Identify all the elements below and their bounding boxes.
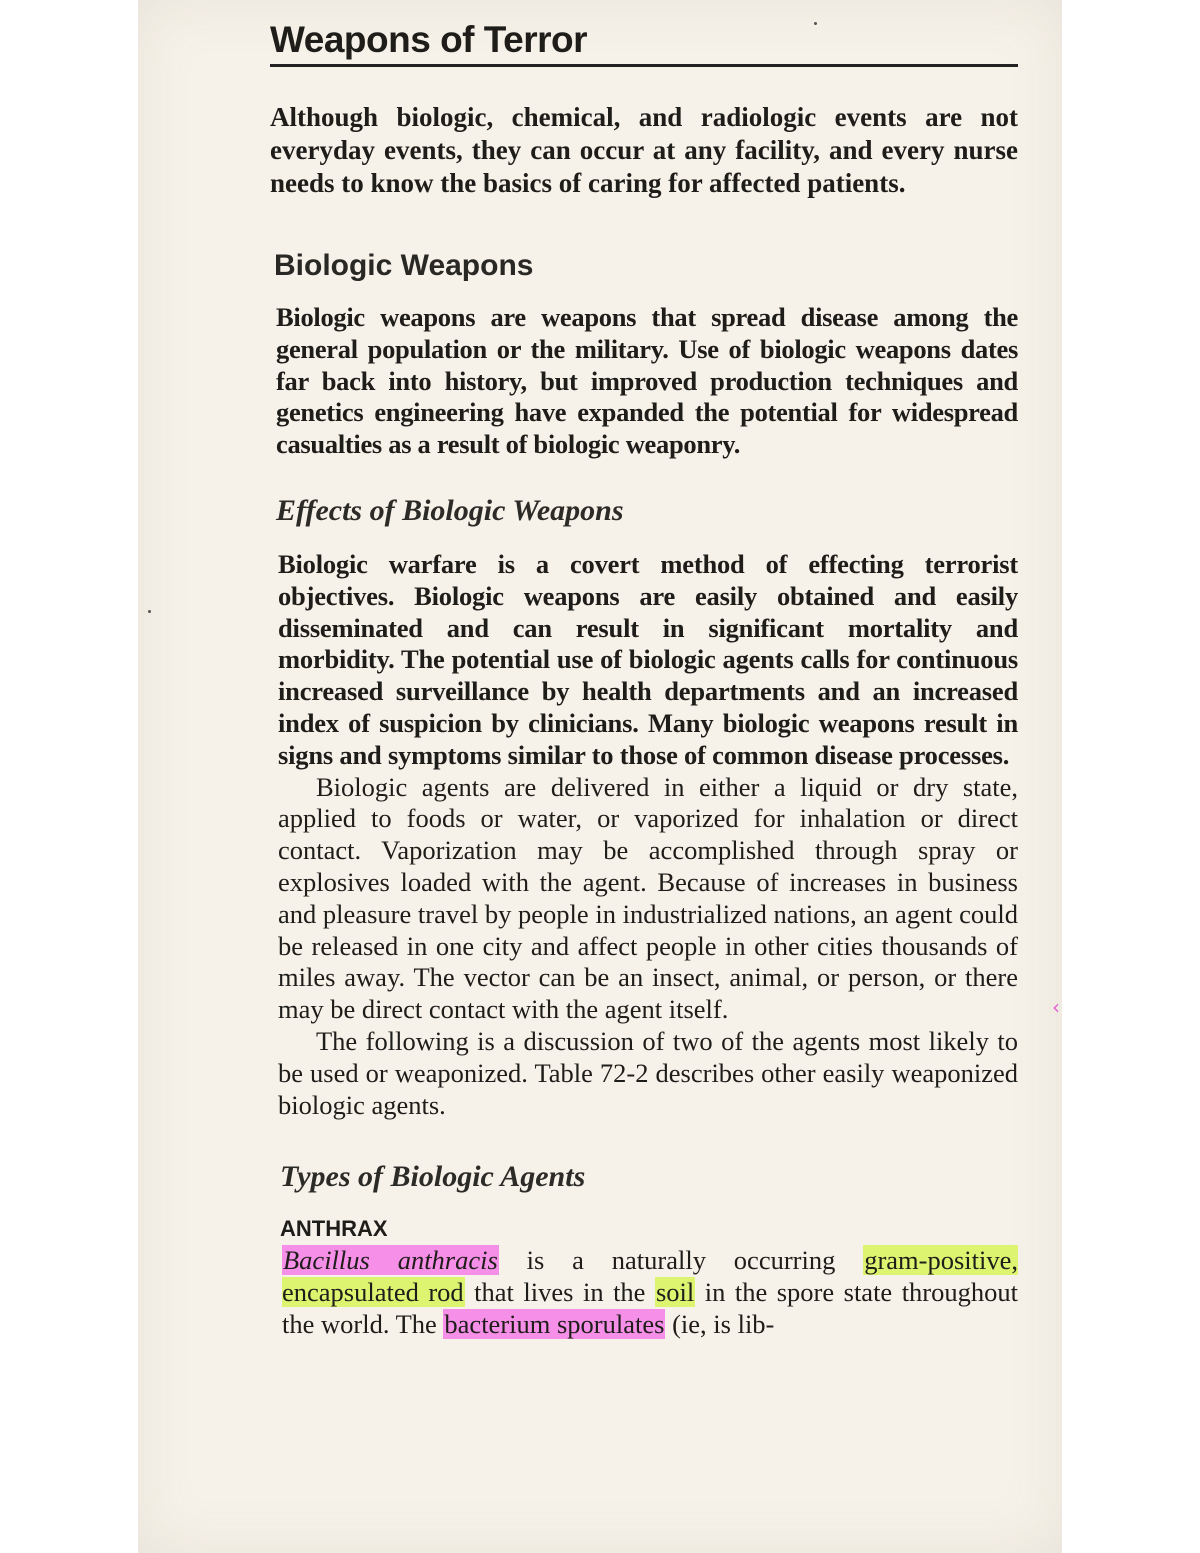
margin-highlight-mark: ‹ <box>1052 995 1060 1019</box>
intro-paragraph: Although biologic, chemical, and radiologic events are not everyday events, they can occur at any facility, and every nurse needs to know the basics of caring for affected patients. <box>270 102 1018 198</box>
anthrax-heading: ANTHRAX <box>280 1216 388 1242</box>
text-segment: (ie, is lib- <box>665 1308 775 1339</box>
anthrax-paragraph <box>282 1245 1018 1340</box>
text-segment: is a naturally occurring <box>498 1245 864 1276</box>
biologic-weapons-paragraph: Biologic weapons are weapons that spread disease among the general population or the military. Use of biologic weapons dates far back into history, but improved production techniques and genetics engineering have expanded the potential for widespread casualties as a result of biologic weaponry. <box>276 302 1018 460</box>
highlight-yellow: gram-positive, encapsulated rod <box>282 1245 1018 1308</box>
speck <box>148 610 151 613</box>
text-segment: that lives in the <box>464 1277 655 1308</box>
section-heading-biologic-weapons: Biologic Weapons <box>274 249 534 282</box>
effects-paragraph-3: The following is a discussion of two of the agents most likely to be used or weaponized. Table 72-2 describes other easily weaponized biologic agents. <box>278 1025 1018 1120</box>
subheading-effects: Effects of Biologic Weapons <box>276 493 624 527</box>
highlight-pink: bacterium sporulates <box>444 1308 665 1339</box>
highlight-yellow: soil <box>655 1277 695 1308</box>
effects-paragraph-2: Biologic agents are delivered in either a liquid or dry state, applied to foods or water, or vaporized for inhalation or direct contact. Vaporization may be accomplished through spray or explosives loaded with the agent. Because of increases in business and pleasure travel by people in industrialized nations, an agent could be released in one city and affect people in other cities thousands of miles away. The vector can be an insect, animal, or person, or there may be direct contact with the agent itself. <box>278 771 1018 1025</box>
title-rule <box>270 64 1018 67</box>
textbook-page <box>270 18 1018 1341</box>
highlight-pink: Bacillus anthracis <box>283 1245 498 1276</box>
effects-paragraph-1: Biologic warfare is a covert method of effecting terrorist objectives. Biologic weapons are easily obtained and easily disseminated and can result in significant mortality and morbidity. The potential use of biologic agents calls for continuous increased surveillance by health departments and an increased index of suspicion by clinicians. Many biologic weapons result in signs and symptoms similar to those of common disease processes. <box>278 548 1018 770</box>
chapter-title: Weapons of Terror <box>270 19 588 60</box>
text-segment: in the spore state throughout the world. The <box>282 1277 1018 1339</box>
subheading-types: Types of Biologic Agents <box>280 1160 586 1194</box>
